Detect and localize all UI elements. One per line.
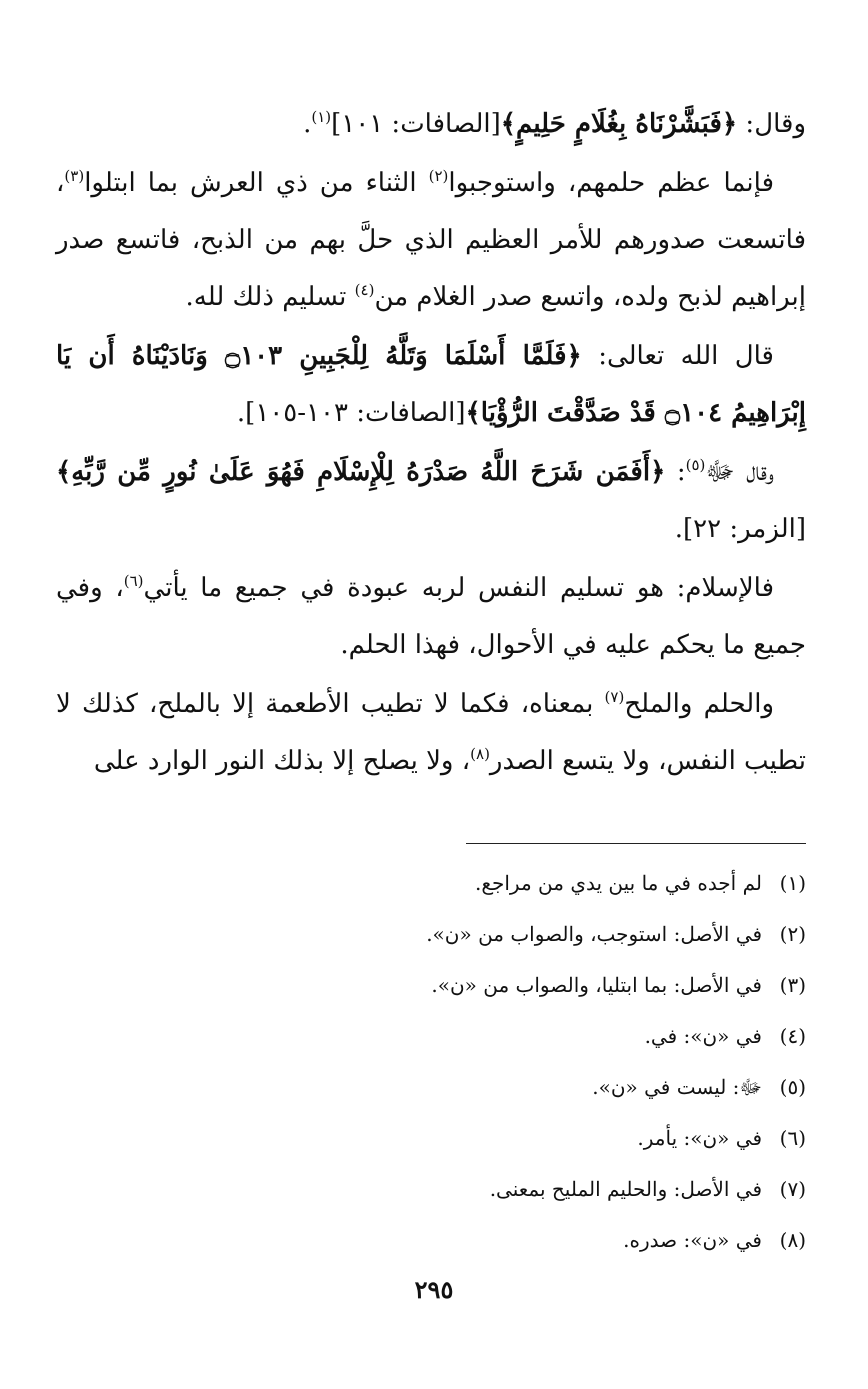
footnote-reference: (٣) <box>64 167 85 185</box>
main-text <box>56 96 806 792</box>
footnote-text: في «ن»: في. <box>644 1024 762 1048</box>
footnote-number: (٦) <box>779 1126 806 1150</box>
footnote-item <box>56 1113 806 1164</box>
footnote-separator <box>466 843 806 844</box>
paragraph-text: فإنما عظم حلمهم، واستوجبوا <box>448 168 775 198</box>
paragraph-text: الثناء من ذي العرش بما ابتلوا <box>84 168 429 198</box>
footnote-reference: (٢) <box>428 167 449 185</box>
paragraph-text: قال الله تعالى: <box>581 341 774 371</box>
footnote-number: (١) <box>779 871 806 895</box>
paragraph-text: [الزمر: ٢٢]. <box>674 514 806 544</box>
paragraph <box>56 444 806 558</box>
paragraph <box>56 96 806 153</box>
footnote-text: في الأصل: والحليم المليح بمعنى. <box>489 1177 762 1201</box>
paragraph-text: . <box>303 109 312 139</box>
footnote-item <box>56 909 806 960</box>
paragraph-text: والحلم والملح <box>624 689 775 719</box>
footnote-number: (٥) <box>779 1075 806 1099</box>
footnote-item <box>56 1062 806 1113</box>
footnote-text: في «ن»: صدره. <box>623 1228 762 1252</box>
footnote-item <box>56 1011 806 1062</box>
footnote-text: في «ن»: يأمر. <box>637 1126 762 1150</box>
paragraph-text: [الصافات: ١٠١] <box>331 109 501 139</box>
footnote-item <box>56 1164 806 1215</box>
footnote-reference: (٦) <box>123 572 144 590</box>
footnote-item <box>56 1215 806 1266</box>
quran-verse: ﴿فَلَمَّا أَسْلَمَا وَتَلَّهُ لِلْجَبِينِ ۝١٠٣ وَنَادَيْنَاهُ أَن يَا إِبْرَاهِيمُ ۝١٠٤ قَدْ صَدَّقْتَ الرُّؤْيَا﴾ <box>56 341 806 428</box>
footnote-text: لم أجده في ما بين يدي من مراجع. <box>475 871 762 895</box>
footnote-reference: (٨) <box>470 745 490 763</box>
paragraph-text: ، ولا يصلح إلا بذلك النور الوارد على <box>93 746 471 776</box>
footnote-number: (٤) <box>779 1024 806 1048</box>
footnote-number: (٧) <box>779 1177 806 1201</box>
paragraph-text: تسليم ذلك لله. <box>185 282 355 312</box>
footnote-item <box>56 960 806 1011</box>
footnotes <box>56 858 806 1266</box>
paragraph-text: ، وفي جميع ما يحكم عليه في الأحوال، فهذا الحلم. <box>56 573 806 660</box>
footnote-number: (٨) <box>779 1228 806 1252</box>
paragraph-text: بمعناه، فكما لا تطيب الأطعمة إلا بالملح، كذلك لا تطيب النفس، ولا يتسع الصدر <box>56 689 806 776</box>
paragraph <box>56 560 806 674</box>
footnote-text: ﷻ: ليست في «ن». <box>592 1075 762 1099</box>
footnote-text: في الأصل: بما ابتليا، والصواب من «ن». <box>431 973 762 997</box>
footnote-reference: (٥) <box>685 456 706 474</box>
paragraph-text: فالإسلام: هو تسليم النفس لربه عبودة في جميع ما يأتي <box>143 573 774 603</box>
paragraph <box>56 676 806 790</box>
paragraph-text: ، فاتسعت صدورهم للأمر العظيم الذي حلَّ بهم من الذبح، فاتسع صدر إبراهيم لذبح ولده، واتسع صدر الغلام من <box>56 168 806 312</box>
footnote-reference: (٤) <box>354 281 375 299</box>
footnote-item <box>56 858 806 909</box>
paragraph-text: وقال ﷻ <box>705 457 774 487</box>
paragraph-text: وقال: <box>737 109 806 139</box>
footnote-text: في الأصل: استوجب، والصواب من «ن». <box>426 922 762 946</box>
footnote-number: (٣) <box>779 973 806 997</box>
paragraph <box>56 155 806 326</box>
quran-verse: ﴿أَفَمَن شَرَحَ اللَّهُ صَدْرَهُ لِلْإِسْلَامِ فَهُوَ عَلَىٰ نُورٍ مِّن رَّبِّهِ﴾ <box>56 457 666 487</box>
footnote-number: (٢) <box>779 922 806 946</box>
quran-verse: ﴿فَبَشَّرْنَاهُ بِغُلَامٍ حَلِيمٍ﴾ <box>500 109 738 139</box>
paragraph-text: : <box>665 457 686 487</box>
paragraph <box>56 328 806 442</box>
page-number: ٢٩٥ <box>414 1275 454 1304</box>
footnote-reference: (٧) <box>604 688 625 706</box>
paragraph-text: [الصافات: ١٠٣-١٠٥]. <box>236 398 466 428</box>
footnote-reference: (١) <box>311 108 332 126</box>
